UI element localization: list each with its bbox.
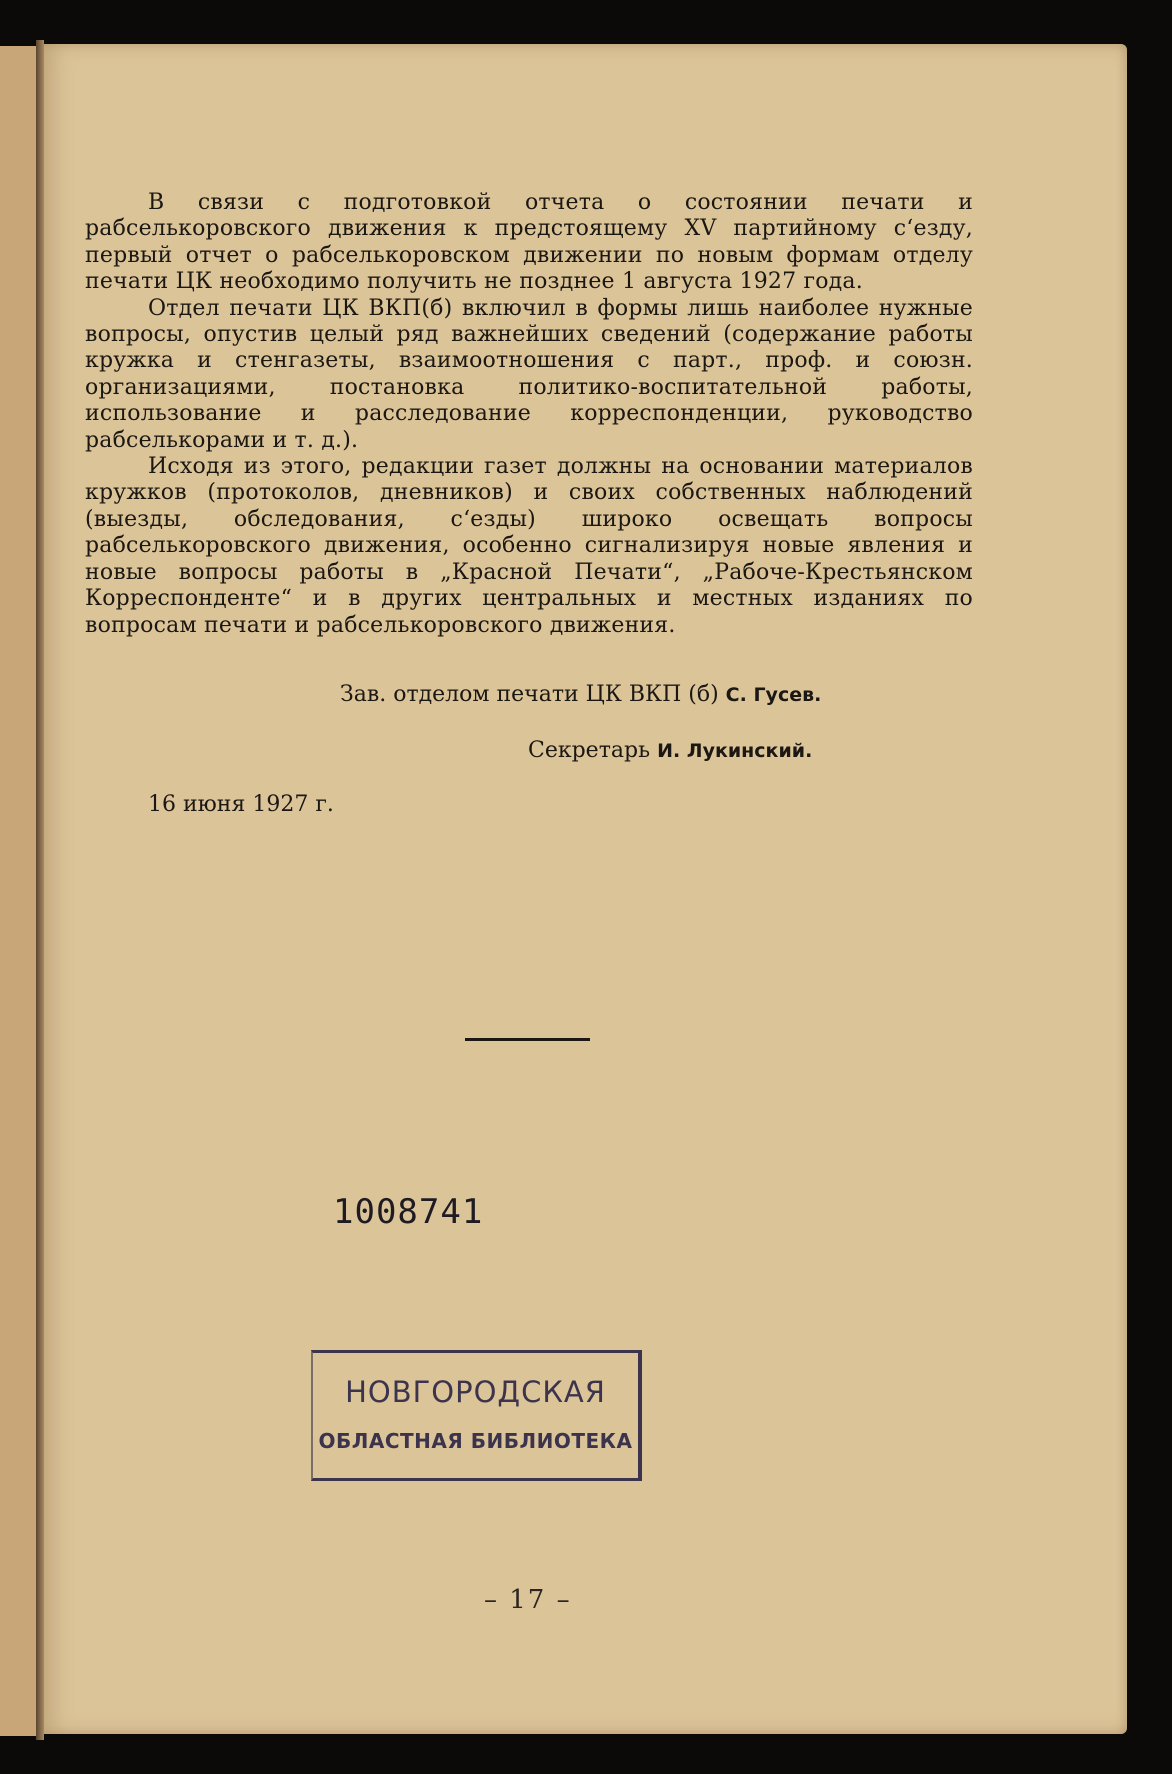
signature-head-of-department [340,682,821,707]
stamp-line-1: НОВГОРОДСКАЯ [345,1375,606,1409]
paragraph-2: Отдел печати ЦК ВКП(б) включил в формы лишь наиболее нужные вопросы, опустив целый ряд важнейших сведений (содержание работы кружка и стенгазеты, взаимоотношения с парт., проф. и союзн. организациями, постановка политико-воспитательной работы, использование и расследование корреспонденции, руководство рабселькорами и т. д.). [85,295,973,453]
inventory-number: 1008741 [333,1192,484,1232]
signature-1-label: Зав. отделом печати ЦК ВКП (б) [340,682,719,707]
book-gutter [36,40,44,1740]
signature-2-label: Секретарь [528,738,651,763]
body-text [85,190,973,639]
page-number: – 17 – [484,1585,572,1615]
paragraph-3: Исходя из этого, редакции газет должны на основании материалов кружков (протоколов, дневников) и своих собственных наблюдений (выезды, обследования, с‘езды) широко освещать вопросы рабселькоровского движения, особенно сигнализируя новые явления и новые вопросы работы в „Красной Печати“, „Рабоче-Крестьянском Корреспонденте“ и в других центральных и местных изданиях по вопросам печати и рабселькоровского движения. [85,454,973,638]
document-date: 16 июня 1927 г. [148,792,334,817]
library-stamp [311,1350,642,1481]
signature-2-name: И. Лукинский. [657,740,813,762]
separator-rule [465,1038,590,1041]
stamp-line-2: ОБЛАСТНАЯ БИБЛИОТЕКА [318,1429,633,1453]
signature-secretary [528,738,812,763]
signature-1-name: С. Гусев. [725,684,822,706]
paragraph-1: В связи с подготовкой отчета о состоянии печати и рабселькоровского движения к предстоящему XV партийному с‘езду, первый отчет о рабселькоровском движении по новым формам отделу печати ЦК необходимо получить не позднее 1 августа 1927 года. [85,190,973,295]
left-page-edge [0,46,40,1736]
